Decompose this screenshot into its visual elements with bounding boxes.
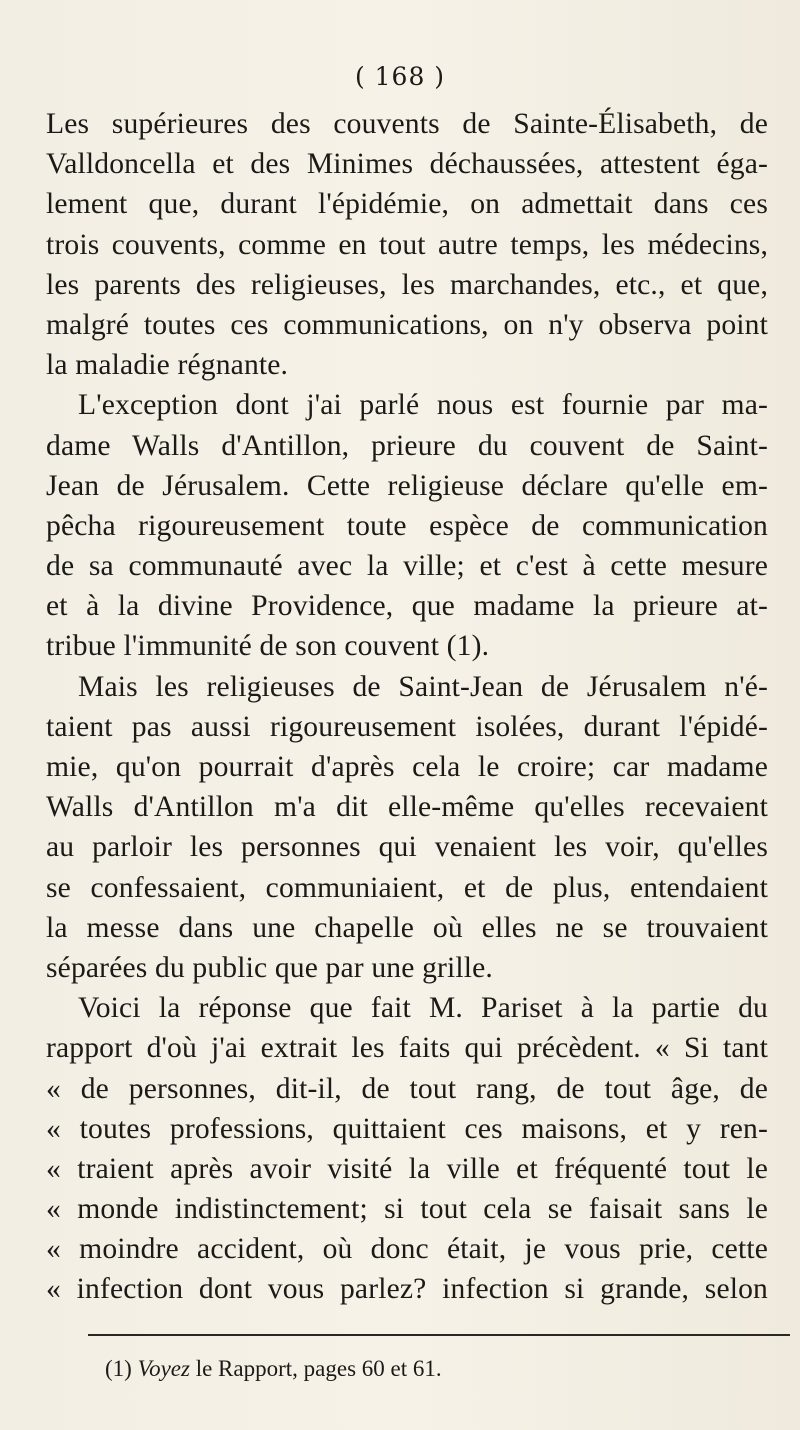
body-text <box>46 104 768 1310</box>
text-line: et à la divine Providence, que madame la prieure at- <box>46 590 768 623</box>
text-line: les parents des religieuses, les marchandes, etc., et que, <box>46 268 768 301</box>
text-line: Jean de Jérusalem. Cette religieuse déclare qu'elle em- <box>46 469 768 502</box>
text-line: Walls d'Antillon m'a dit elle-même qu'elles recevaient <box>46 791 768 824</box>
text-line: Les supérieures des couvents de Sainte-Élisabeth, de <box>46 108 768 140</box>
footnote-text: le Rapport, pages 60 et 61. <box>195 1356 442 1381</box>
text-line: Valldoncella et des Minimes déchaussées, attestent éga- <box>46 148 768 181</box>
text-line: la maladie régnante. <box>46 349 289 382</box>
text-line: Mais les religieuses de Saint-Jean de Jérusalem n'é- <box>78 670 768 703</box>
page-number: ( 168 ) <box>354 62 446 91</box>
text-line: « moindre accident, où donc était, je vous prie, cette <box>46 1233 768 1266</box>
text-line: dame Walls d'Antillon, prieure du couvent de Saint- <box>46 429 768 462</box>
footnote-marker: (1) <box>105 1356 132 1381</box>
text-line: Voici la réponse que fait M. Pariset à la partie du <box>78 992 768 1025</box>
text-line: « de personnes, dit-il, de tout rang, de tout âge, de <box>46 1072 768 1105</box>
text-line: trois couvents, comme en tout autre temps, les médecins, <box>46 228 768 261</box>
text-line: pêcha rigoureusement toute espèce de communication <box>46 509 768 542</box>
footnote-divider <box>88 1334 790 1336</box>
text-line: taient pas aussi rigoureusement isolées, durant l'épidé- <box>46 710 768 743</box>
footnote <box>105 1356 442 1382</box>
text-line: « toutes professions, quittaient ces maisons, et y ren- <box>46 1112 768 1145</box>
text-line: « monde indistinctement; si tout cela se faisait sans le <box>46 1193 768 1226</box>
text-line: rapport d'où j'ai extrait les faits qui précèdent. « Si tant <box>46 1032 768 1065</box>
text-line: « traient après avoir visité la ville et fréquenté tout le <box>46 1152 768 1185</box>
text-line: tribue l'immunité de son couvent (1). <box>46 630 490 663</box>
footnote-italic: Voyez <box>137 1356 190 1381</box>
text-line: malgré toutes ces communications, on n'y observa point <box>46 308 768 341</box>
text-line: « infection dont vous parlez? infection si grande, selon <box>46 1273 768 1306</box>
text-line: mie, qu'on pourrait d'après cela le croire; car madame <box>46 751 768 783</box>
text-line: se confessaient, communiaient, et de plus, entendaient <box>46 871 768 904</box>
text-line: au parloir les personnes qui venaient les voir, qu'elles <box>46 831 768 864</box>
text-line: L'exception dont j'ai parlé nous est fournie par ma- <box>78 389 768 422</box>
text-line: de sa communauté avec la ville; et c'est à cette mesure <box>46 550 768 583</box>
text-line: la messe dans une chapelle où elles ne se trouvaient <box>46 911 768 944</box>
text-line: lement que, durant l'épidémie, on admettait dans ces <box>46 188 768 221</box>
text-line: séparées du public que par une grille. <box>46 951 493 984</box>
